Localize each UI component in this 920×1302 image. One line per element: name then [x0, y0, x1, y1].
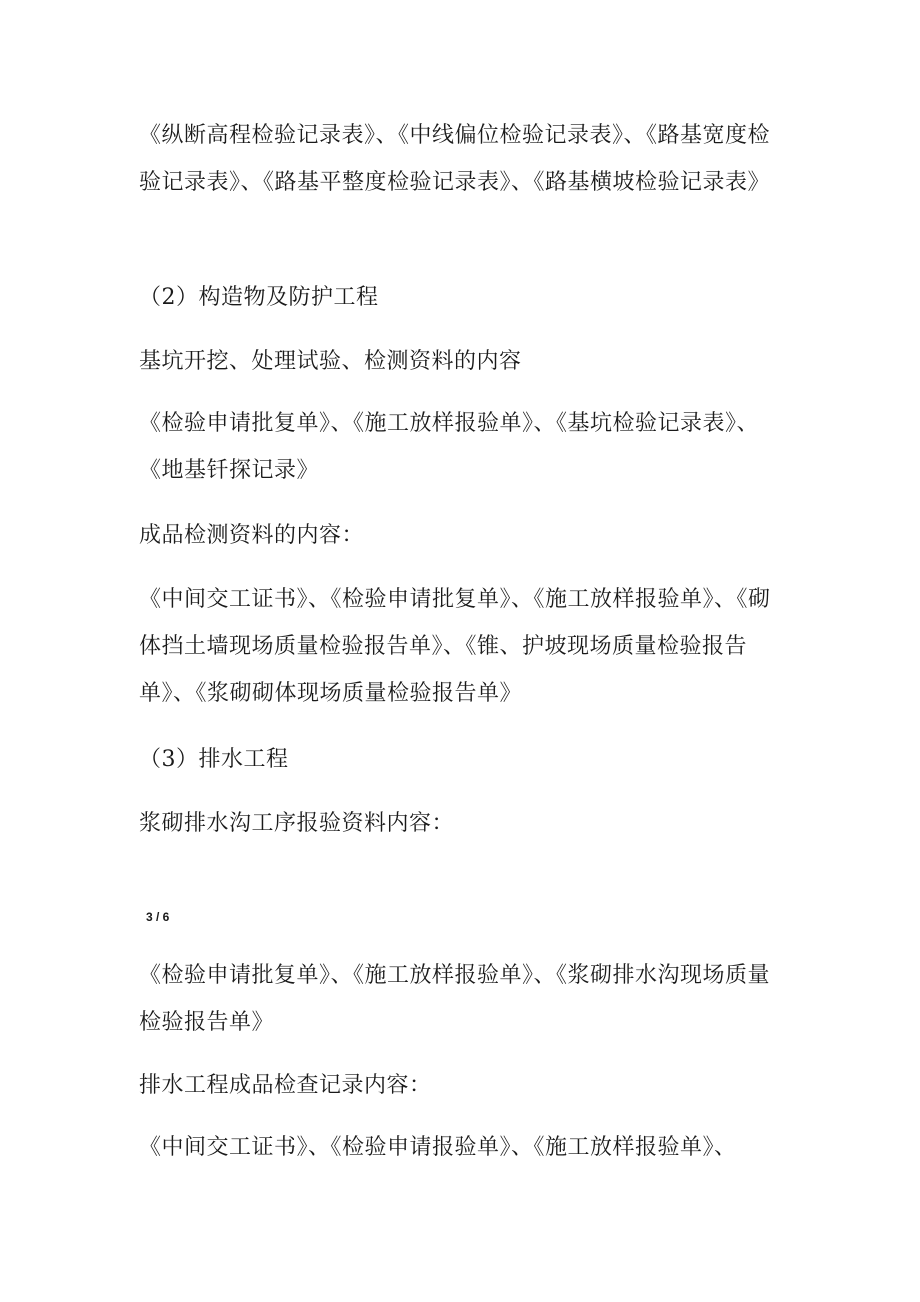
heading-drainage: （3）排水工程: [139, 747, 289, 772]
paragraph-drain-ditch-content: 浆砌排水沟工序报验资料内容：: [139, 811, 455, 836]
heading-structures-protection: （2）构造物及防护工程: [139, 285, 379, 310]
paragraph-finished-product-forms: 《中间交工证书》、《检验申请批复单》、《施工放样报验单》、《砌体挡土墙现场质量检验报告单》、《锥、护坡现场质量检验报告单》、《浆砌砌体现场质量检验报告单》: [139, 587, 771, 706]
paragraph-drainage-finished-forms: 《中间交工证书》、《检验申请报验单》、《施工放样报验单》、: [139, 1135, 737, 1160]
paragraph-finished-product-content: 成品检测资料的内容：: [139, 523, 365, 548]
page-number: 3 / 6: [146, 910, 170, 924]
paragraph-subgrade-inspection-forms: 《纵断高程检验记录表》、《中线偏位检验记录表》、《路基宽度检验记录表》、《路基平整度检验记录表》、《路基横坡检验记录表》: [139, 123, 771, 195]
paragraph-foundation-pit-forms: 《检验申请批复单》、《施工放样报验单》、《基坑检验记录表》、《地基钎探记录》: [139, 411, 760, 483]
paragraph-foundation-pit-content: 基坑开挖、处理试验、检测资料的内容: [139, 349, 522, 374]
paragraph-drain-ditch-forms: 《检验申请批复单》、《施工放样报验单》、《浆砌排水沟现场质量检验报告单》: [139, 963, 771, 1035]
paragraph-drainage-finished-content: 排水工程成品检查记录内容：: [139, 1073, 432, 1098]
